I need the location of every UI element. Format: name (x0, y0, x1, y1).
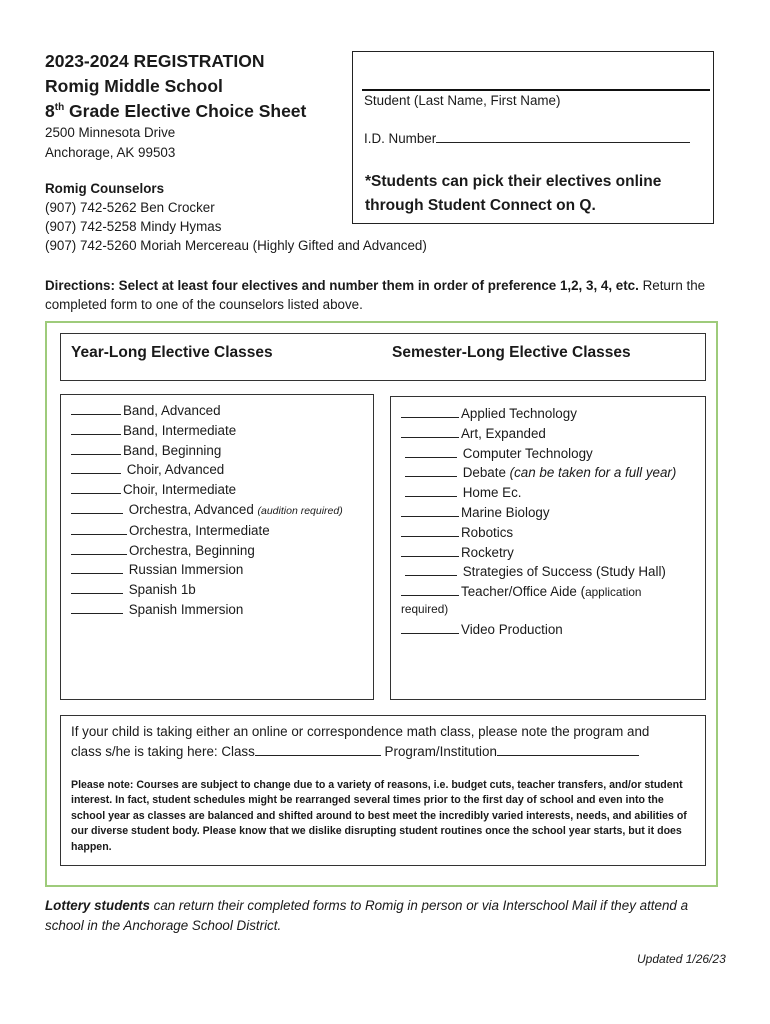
list-item: Marine Biology (401, 503, 676, 523)
id-number-row (364, 129, 690, 146)
address-street: 2500 Minnesota Drive (45, 125, 176, 140)
list-item: Band, Advanced (71, 401, 343, 421)
preference-blank[interactable] (71, 401, 121, 415)
list-item: Home Ec. (401, 483, 676, 503)
preference-blank[interactable] (401, 523, 459, 537)
program-field[interactable] (497, 742, 639, 756)
list-item: Choir, Advanced (71, 460, 343, 480)
preference-blank[interactable] (71, 441, 121, 455)
math-line1: If your child is taking either an online or correspondence math class, please note the program and (71, 724, 650, 739)
semester-long-heading: Semester-Long Elective Classes (392, 344, 631, 361)
updated-date: Updated 1/26/23 (637, 952, 726, 966)
school-address (45, 123, 175, 163)
list-item: Video Production (401, 620, 676, 640)
list-item: Choir, Intermediate (71, 480, 343, 500)
list-item: Art, Expanded (401, 424, 676, 444)
preference-blank[interactable] (71, 580, 123, 594)
wrap-text: required) (401, 601, 449, 616)
preference-blank[interactable] (405, 483, 457, 497)
list-item: Orchestra, Intermediate (71, 521, 343, 541)
directions-rest: Return the completed form to one of the counselors listed above. (45, 278, 706, 312)
lottery-rest: can return their completed forms to Romig in person or via Interschool Mail if they attend a school in the Anchorage School District. (45, 898, 689, 933)
preference-blank[interactable] (71, 521, 127, 535)
counselor-item: (907) 742-5262 Ben Crocker (45, 200, 215, 215)
lottery-bold: Lottery students (45, 898, 150, 913)
math-line2: class s/he is taking here: Class Program/Institution (71, 742, 701, 762)
list-item: Band, Beginning (71, 441, 343, 461)
preference-blank[interactable] (401, 404, 459, 418)
preference-blank[interactable] (405, 444, 457, 458)
preference-blank[interactable] (71, 560, 123, 574)
counselor-item: (907) 742-5260 Moriah Mercereau (Highly Gifted and Advanced) (45, 238, 427, 253)
lottery-note (45, 896, 725, 936)
list-item: Orchestra, Advanced (audition required) (71, 500, 343, 521)
student-name-label: Student (Last Name, First Name) (364, 93, 561, 108)
semester-long-box (390, 396, 706, 700)
list-item: Orchestra, Beginning (71, 541, 343, 561)
id-number-label: I.D. Number (364, 131, 437, 146)
year-long-list (71, 401, 343, 620)
directions-bold: Directions: Select at least four electives and number them in order of preference 1,2, 3, 4, etc. (45, 278, 639, 293)
math-class-box (60, 715, 706, 866)
counselors-heading: Romig Counselors (45, 181, 165, 196)
registration-year-title: 2023-2024 REGISTRATION (45, 51, 265, 71)
preference-blank[interactable] (71, 541, 127, 555)
please-note-text: Please note: Courses are subject to change due to a variety of reasons, i.e. budget cuts, teacher transfers, and/or student interest. In fact, student schedules might be rearranged several times prior to the first day of school and even into the school year as classes are balanced and shifted around to best meet the incredibly varied interests, needs, and abilities of our diverse student body. Please know that we dislike disrupting student routines once the school year starts, but it does happen. (71, 779, 687, 853)
address-city: Anchorage, AK 99503 (45, 145, 176, 160)
preference-blank[interactable] (71, 600, 123, 614)
preference-blank[interactable] (71, 460, 121, 474)
counselor-item: (907) 742-5258 Mindy Hymas (45, 219, 222, 234)
id-number-field[interactable] (436, 129, 690, 143)
preference-blank[interactable] (401, 543, 459, 557)
list-item: Computer Technology (401, 444, 676, 464)
year-long-box (60, 394, 374, 700)
list-item: Robotics (401, 523, 676, 543)
list-item: Spanish 1b (71, 580, 343, 600)
list-item: Spanish Immersion (71, 600, 343, 620)
preference-blank[interactable] (71, 421, 121, 435)
preference-blank[interactable] (401, 582, 459, 596)
math-class-text (71, 722, 701, 762)
student-info-box (352, 51, 714, 224)
online-pick-note: *Students can pick their electives online through Student Connect on Q. (365, 173, 662, 214)
school-name: Romig Middle School (45, 76, 223, 96)
list-item: Rocketry (401, 543, 676, 563)
preference-blank[interactable] (401, 503, 459, 517)
preference-blank[interactable] (405, 463, 457, 477)
list-item: Band, Intermediate (71, 421, 343, 441)
preference-blank[interactable] (71, 500, 123, 514)
directions-text (45, 276, 725, 314)
class-field[interactable] (255, 742, 381, 756)
list-item: Applied Technology (401, 404, 676, 424)
preference-blank[interactable] (405, 562, 457, 576)
sheet-title: 8th Grade Elective Choice Sheet (45, 101, 307, 121)
column-headers (60, 333, 706, 381)
year-long-heading: Year-Long Elective Classes (71, 344, 273, 361)
form-title-block (45, 49, 306, 124)
preference-blank[interactable] (401, 424, 459, 438)
list-item: Debate (can be taken for a full year) (401, 463, 676, 483)
list-item: Teacher/Office Aide (application (401, 582, 676, 602)
list-item: Strategies of Success (Study Hall) (401, 562, 676, 582)
list-item: Russian Immersion (71, 560, 343, 580)
student-name-field[interactable] (362, 89, 710, 91)
semester-long-list (401, 404, 676, 640)
preference-blank[interactable] (71, 480, 121, 494)
preference-blank[interactable] (401, 620, 459, 634)
